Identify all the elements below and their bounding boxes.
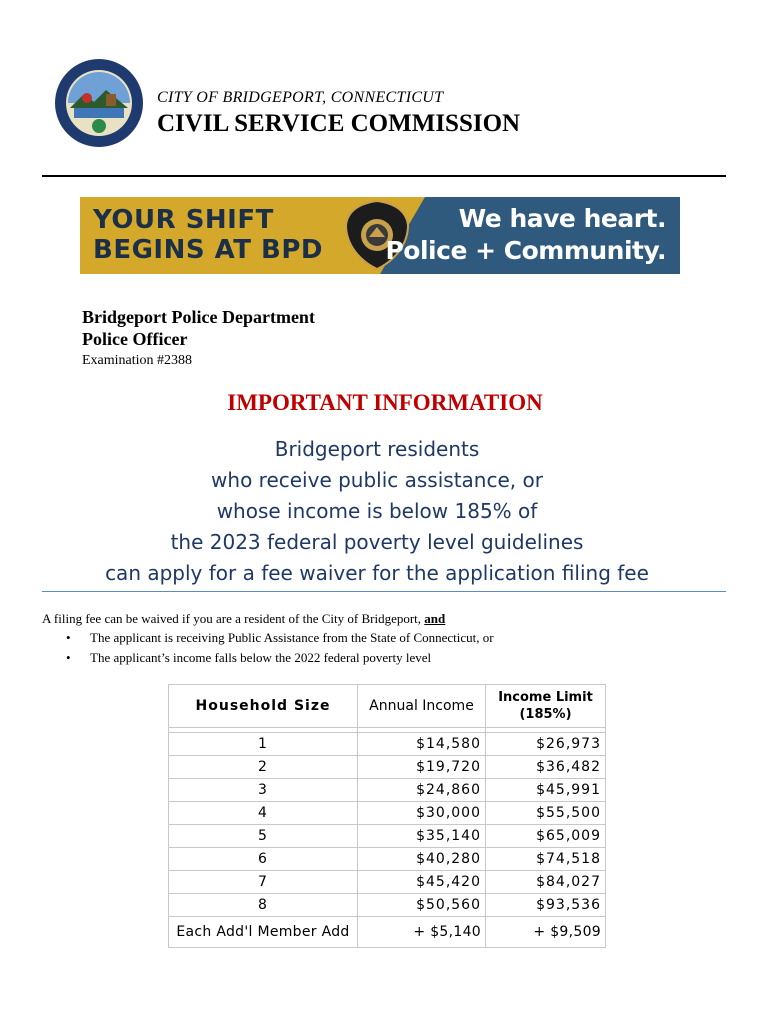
table-row: 3 $24,860 $45,991 [169, 779, 606, 802]
city-seal-icon [54, 58, 144, 148]
eligibility-intro: A filing fee can be waived if you are a resident of the City of Bridgeport, and [42, 611, 446, 626]
table-header-row [169, 685, 606, 728]
job-title: Police Officer [82, 329, 188, 349]
table-row: 6 $40,280 $74,518 [169, 848, 606, 871]
banner-slogan-right: We have heart. Police + Community. [385, 204, 666, 265]
column-header: Annual Income [358, 685, 486, 728]
department-name: Bridgeport Police Department [82, 307, 315, 327]
exam-number: Examination #2388 [82, 353, 193, 368]
column-header: Income Limit (185%) [486, 685, 606, 728]
table-row: 7 $45,420 $84,027 [169, 871, 606, 894]
list-item: • The applicant’s income falls below the 2022 federal poverty level [66, 650, 432, 665]
table-row: Each Add'l Member Add + $5,140 + $9,509 [169, 917, 606, 948]
table-row: 2 $19,720 $36,482 [169, 756, 606, 779]
commission-title: CIVIL SERVICE COMMISSION [157, 110, 521, 137]
table-row: 5 $35,140 $65,009 [169, 825, 606, 848]
table-row: 8 $50,560 $93,536 [169, 894, 606, 917]
city-name: CITY OF BRIDGEPORT, CONNECTICUT [157, 89, 444, 106]
recruitment-banner [80, 197, 680, 274]
table-row: 4 $30,000 $55,500 [169, 802, 606, 825]
list-item: • The applicant is receiving Public Assistance from the State of Connecticut, or [66, 630, 494, 645]
banner-slogan-left: YOUR SHIFT BEGINS AT BPD [93, 205, 323, 265]
table-row: 1 $14,580 $26,973 [169, 733, 606, 756]
notice-divider [42, 591, 726, 592]
fee-waiver-notice: Bridgeport residents who receive public assistance, or whose income is below 185% of the 2023 federal poverty level guidelines can apply for a fee waiver for the application filing fee [105, 437, 649, 585]
job-header [82, 306, 315, 350]
income-table [168, 684, 606, 948]
eligibility-list [66, 628, 494, 668]
header-divider [42, 175, 726, 177]
column-header: Household Size [169, 685, 358, 728]
important-heading: IMPORTANT INFORMATION [227, 390, 543, 415]
